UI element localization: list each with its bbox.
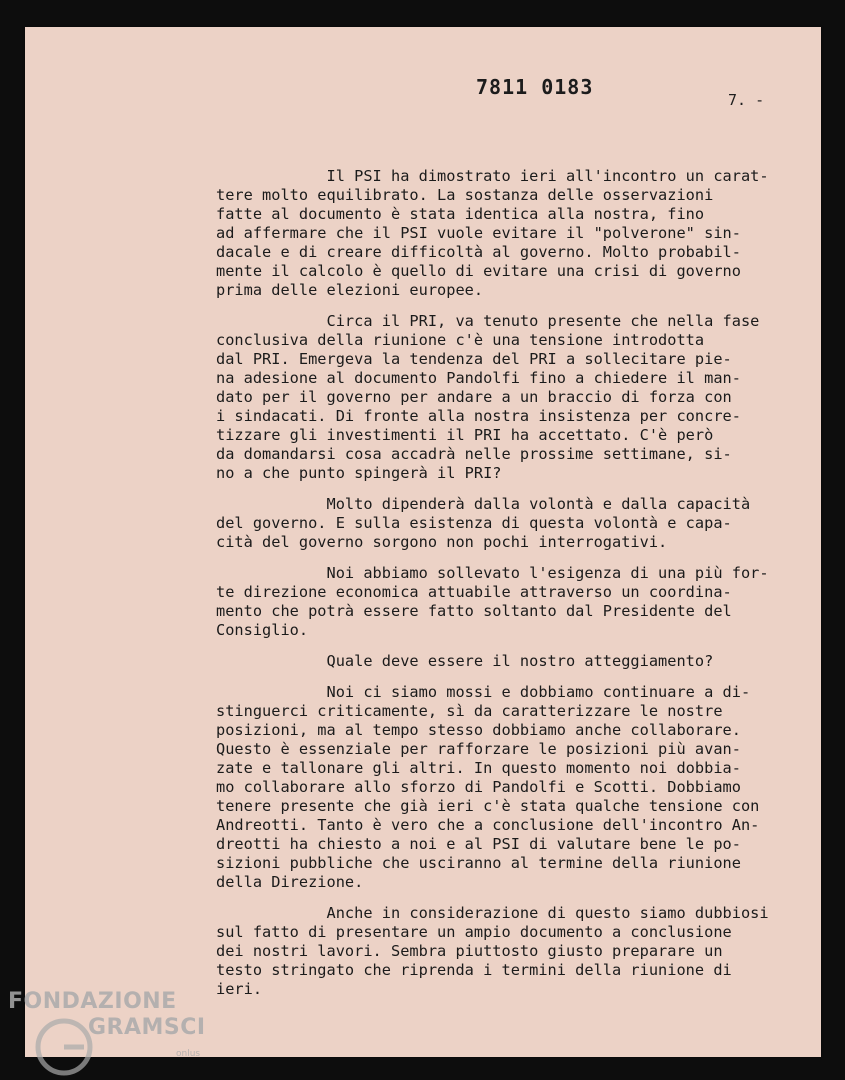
text-line: stinguerci criticamente, sì da caratterizzare le nostre (216, 702, 723, 720)
text-line: Questo è essenziale per rafforzare le posizioni più avan- (216, 740, 741, 758)
text-line: della Direzione. (216, 873, 364, 891)
text-line: dei nostri lavori. Sembra piuttosto giusto preparare un (216, 942, 723, 960)
text-line: sul fatto di presentare un ampio documento a conclusione (216, 923, 732, 941)
text-line: tizzare gli investimenti il PRI ha accettato. C'è però (216, 426, 714, 444)
text-line: te direzione economica attuabile attraverso un coordina- (216, 583, 732, 601)
text-line: Consiglio. (216, 621, 309, 639)
paragraph (216, 495, 769, 552)
text-line: ad affermare che il PSI vuole evitare il "polverone" sin- (216, 224, 741, 242)
text-line: zate e tallonare gli altri. In questo momento noi dobbia- (216, 759, 741, 777)
text-line: i sindacati. Di fronte alla nostra insistenza per concre- (216, 407, 741, 425)
text-line: Anche in considerazione di questo siamo dubbiosi (216, 904, 769, 922)
text-line: dacale e di creare difficoltà al governo. Molto probabil- (216, 243, 741, 261)
watermark-line2: GRAMSCI (88, 1015, 206, 1040)
watermark-sub: onlus (176, 1049, 201, 1059)
text-line: sizioni pubbliche che usciranno al termine della riunione (216, 854, 741, 872)
text-line: Circa il PRI, va tenuto presente che nella fase (216, 312, 760, 330)
text-line: mente il calcolo è quello di evitare una crisi di governo (216, 262, 741, 280)
text-line: ieri. (216, 980, 263, 998)
text-line: dal PRI. Emergeva la tendenza del PRI a sollecitare pie- (216, 350, 732, 368)
text-line: mo collaborare allo sforzo di Pandolfi e Scotti. Dobbiamo (216, 778, 741, 796)
text-line: tere molto equilibrato. La sostanza delle osservazioni (216, 186, 714, 204)
page-number: 7. - (728, 91, 765, 109)
text-line: del governo. E sulla esistenza di questa volontà e capa- (216, 514, 732, 532)
document-body (216, 167, 769, 1011)
text-line: dreotti ha chiesto a noi e al PSI di valutare bene le po- (216, 835, 741, 853)
text-line: Il PSI ha dimostrato ieri all'incontro un carat- (216, 167, 769, 185)
text-line: Molto dipenderà dalla volontà e dalla capacità (216, 495, 751, 513)
fondazione-gramsci-watermark (4, 985, 214, 1075)
paragraph (216, 564, 769, 640)
text-line: posizioni, ma al tempo stesso dobbiamo anche collaborare. (216, 721, 741, 739)
text-line: no a che punto spingerà il PRI? (216, 464, 502, 482)
text-line: prima delle elezioni europee. (216, 281, 484, 299)
paragraph (216, 904, 769, 999)
text-line: fatte al documento è stata identica alla nostra, fino (216, 205, 705, 223)
text-line: testo stringato che riprenda i termini della riunione di (216, 961, 732, 979)
watermark-line1: FONDAZIONE (8, 989, 177, 1014)
paragraph (216, 652, 769, 671)
text-line: Noi ci siamo mossi e dobbiamo continuare a di- (216, 683, 751, 701)
text-line: conclusiva della riunione c'è una tensione introdotta (216, 331, 705, 349)
text-line: da domandarsi cosa accadrà nelle prossime settimane, si- (216, 445, 732, 463)
text-line: Noi abbiamo sollevato l'esigenza di una più for- (216, 564, 769, 582)
text-line: dato per il governo per andare a un braccio di forza con (216, 388, 732, 406)
text-line: cità del governo sorgono non pochi interrogativi. (216, 533, 668, 551)
text-line: na adesione al documento Pandolfi fino a chiedere il man- (216, 369, 741, 387)
text-line: mento che potrà essere fatto soltanto dal Presidente del (216, 602, 732, 620)
paragraph (216, 312, 769, 483)
text-line: Quale deve essere il nostro atteggiamento? (216, 652, 714, 670)
text-line: tenere presente che già ieri c'è stata qualche tensione con (216, 797, 760, 815)
paragraph (216, 683, 769, 892)
gramsci-logo-icon (32, 1015, 96, 1079)
paragraph (216, 167, 769, 300)
text-line: Andreotti. Tanto è vero che a conclusione dell'incontro An- (216, 816, 760, 834)
archive-stamp: 7811 0183 (476, 75, 594, 99)
